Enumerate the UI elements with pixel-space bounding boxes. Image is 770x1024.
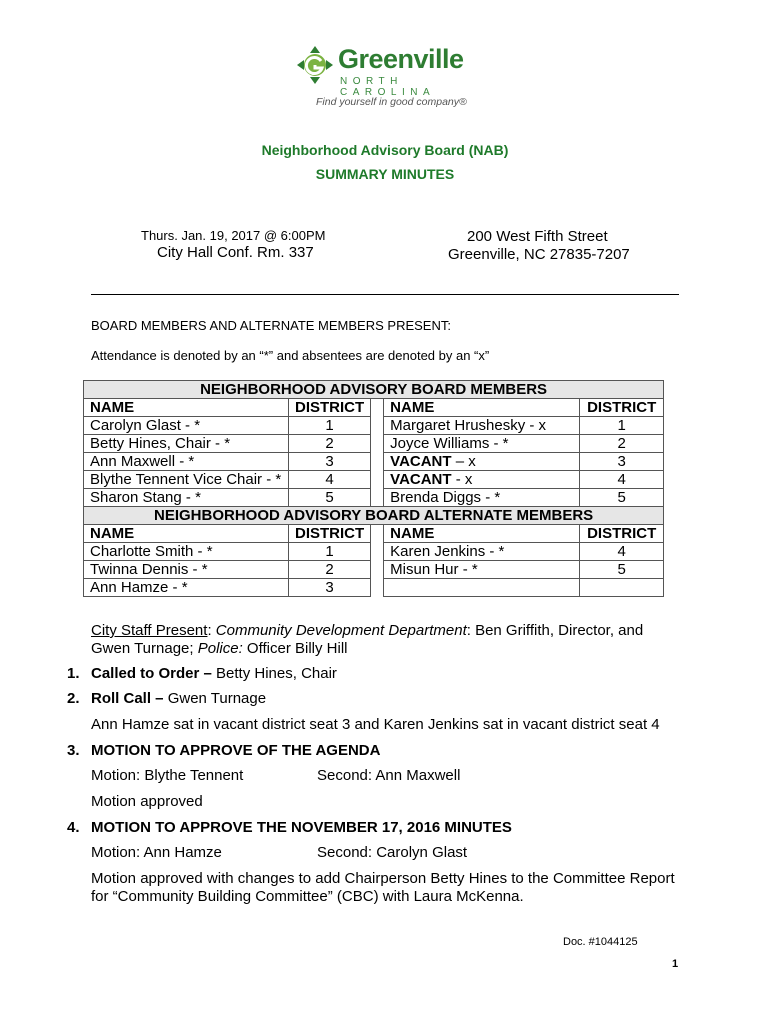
alternate-district: [580, 579, 664, 597]
header-divider: [91, 294, 679, 295]
members-section-title: NEIGHBORHOOD ADVISORY BOARD MEMBERS: [84, 381, 664, 399]
member-district: 3: [289, 453, 371, 471]
alternate-district: 1: [289, 543, 371, 561]
table-row: [84, 543, 664, 561]
document-title: Neighborhood Advisory Board (NAB): [261, 142, 509, 158]
item-2-note: Ann Hamze sat in vacant district seat 3 and Karen Jenkins sat in vacant district seat 4: [91, 716, 660, 733]
item-1: 1.: [67, 665, 80, 682]
item-4-motion: Motion: Ann Hamze: [91, 844, 222, 861]
table-row: [84, 435, 664, 453]
alternate-district: 3: [289, 579, 371, 597]
address-line-2: Greenville, NC 27835-7207: [448, 246, 630, 263]
member-name: Carolyn Glast - *: [84, 417, 289, 435]
member-district: 2: [580, 435, 664, 453]
item-3-heading: MOTION TO APPROVE OF THE AGENDA: [91, 742, 381, 759]
member-name: Margaret Hrushesky - x: [384, 417, 580, 435]
col-district-header: DISTRICT: [289, 525, 371, 543]
alternate-name: [384, 579, 580, 597]
member-name: Betty Hines, Chair - *: [84, 435, 289, 453]
alternate-district: 4: [580, 543, 664, 561]
item-4-number: 4.: [67, 819, 80, 836]
alternate-name: Ann Hamze - *: [84, 579, 289, 597]
member-name: Joyce Williams - *: [384, 435, 580, 453]
item-1-text: Called to Order – Betty Hines, Chair: [91, 665, 337, 682]
member-district: 2: [289, 435, 371, 453]
document-subtitle: SUMMARY MINUTES: [315, 166, 455, 182]
table-section-header: [84, 507, 664, 525]
member-name: VACANT - x: [384, 471, 580, 489]
logo-name: Greenville: [338, 44, 464, 74]
city-staff-present: City Staff Present: Community Development Department: Ben Griffith, Director, and Gwen Turnage; Police: Officer Billy Hill: [91, 622, 644, 657]
table-row: [84, 453, 664, 471]
member-name: Sharon Stang - *: [84, 489, 289, 507]
page-number: 1: [672, 958, 679, 970]
member-name: Ann Maxwell - *: [84, 453, 289, 471]
document-number: Doc. #1044125: [563, 936, 638, 948]
col-district-header: DISTRICT: [580, 525, 664, 543]
item-2: 2.: [67, 690, 80, 707]
col-name-header: NAME: [84, 525, 289, 543]
logo-subtitle: NORTH CAROLINA: [340, 76, 436, 98]
table-section-header: [84, 381, 664, 399]
table-column-header-row: [84, 525, 664, 543]
table-row: [84, 561, 664, 579]
greenville-logo-icon: [294, 44, 336, 86]
member-district: 1: [580, 417, 664, 435]
item-2-text: Roll Call – Gwen Turnage: [91, 690, 267, 707]
table-row: [84, 471, 664, 489]
member-name: Blythe Tennent Vice Chair - *: [84, 471, 289, 489]
member-district: 3: [580, 453, 664, 471]
member-district: 1: [289, 417, 371, 435]
members-table: [83, 380, 664, 597]
item-3-result: Motion approved: [91, 793, 203, 810]
col-district-header: DISTRICT: [580, 399, 664, 417]
col-name-header: NAME: [84, 399, 289, 417]
member-district: 5: [580, 489, 664, 507]
col-district-header: DISTRICT: [289, 399, 371, 417]
table-row: [84, 579, 664, 597]
col-name-header: NAME: [384, 399, 580, 417]
alternate-name: Twinna Dennis - *: [84, 561, 289, 579]
table-column-header-row: [84, 399, 664, 417]
alternate-district: 5: [580, 561, 664, 579]
member-name: VACANT – x: [384, 453, 580, 471]
item-4-second: Second: Carolyn Glast: [317, 844, 468, 861]
item-4-result-line-2: for “Community Building Committee” (CBC) with Laura McKenna.: [91, 888, 524, 905]
item-3-motion: Motion: Blythe Tennent: [91, 767, 244, 784]
item-4-result-line-1: Motion approved with changes to add Chairperson Betty Hines to the Committee Report: [91, 870, 675, 887]
present-heading: BOARD MEMBERS AND ALTERNATE MEMBERS PRESENT:: [91, 318, 451, 333]
item-3-second: Second: Ann Maxwell: [317, 767, 461, 784]
col-name-header: NAME: [384, 525, 580, 543]
city-logo: [292, 38, 482, 113]
attendance-note: Attendance is denoted by an “*” and absentees are denoted by an “x”: [91, 348, 490, 363]
alternates-section-title: NEIGHBORHOOD ADVISORY BOARD ALTERNATE MEMBERS: [84, 507, 664, 525]
member-district: 5: [289, 489, 371, 507]
member-district: 4: [580, 471, 664, 489]
alternate-name: Misun Hur - *: [384, 561, 580, 579]
logo-tagline: Find yourself in good company®: [316, 96, 467, 108]
item-4-heading: MOTION TO APPROVE THE NOVEMBER 17, 2016 MINUTES: [91, 819, 512, 836]
member-name: Brenda Diggs - *: [384, 489, 580, 507]
alternate-name: Karen Jenkins - *: [384, 543, 580, 561]
alternate-name: Charlotte Smith - *: [84, 543, 289, 561]
member-district: 4: [289, 471, 371, 489]
meeting-date: Thurs. Jan. 19, 2017 @ 6:00PM: [141, 228, 326, 243]
item-3-number: 3.: [67, 742, 80, 759]
meeting-room: City Hall Conf. Rm. 337: [157, 244, 314, 261]
address-line-1: 200 West Fifth Street: [467, 228, 608, 245]
table-row: [84, 417, 664, 435]
table-row: [84, 489, 664, 507]
alternate-district: 2: [289, 561, 371, 579]
